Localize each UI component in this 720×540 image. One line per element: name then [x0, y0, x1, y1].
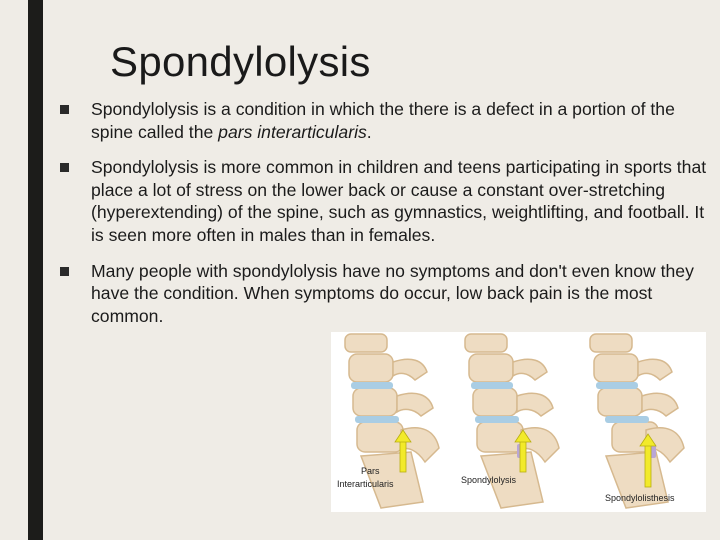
- panel-spondylolisthesis-vertebra: [594, 354, 638, 382]
- panel-spondylolysis-vertebra: [477, 422, 523, 452]
- panel-spondylolisthesis-vertebra: [598, 388, 642, 416]
- panel-spondylolisthesis-process: [642, 393, 678, 416]
- panel-normal-process: [397, 393, 433, 416]
- spine-illustration-svg: [331, 332, 706, 512]
- bullet-3-text: Many people with spondylolysis have no symptoms and don't even know they have the condition. When symptoms do occur, low back pain is the most common.: [91, 260, 694, 326]
- bullet-1-end: .: [366, 121, 372, 142]
- label-spondylolysis: Spondylolysis: [461, 475, 517, 485]
- square-bullet-icon: [60, 105, 69, 114]
- square-bullet-icon: [60, 163, 69, 172]
- arrow-icon: [645, 444, 651, 487]
- bullet-item-3: [60, 260, 710, 328]
- square-bullet-icon: [60, 267, 69, 276]
- bullet-1-text: Spondylolysis is a condition in which the there is a defect in a portion of the spine called the: [91, 99, 675, 142]
- panel-normal-disc: [351, 382, 393, 389]
- bullet-1-italic: pars interarticularis: [218, 121, 367, 142]
- panel-normal-disc: [355, 416, 399, 423]
- label-pars: Pars: [361, 466, 380, 476]
- bullet-2-text: Spondylolysis is more common in children and teens participating in sports that place a lot of stress on the lower back or cause a constant over-stretching (hyperextending) of the spine, such as gymnastics, weightlifting, and football. It is seen more often in males than in females.: [91, 157, 707, 245]
- arrow-icon: [400, 440, 406, 472]
- label-spondylolisthesis: Spondylolisthesis: [605, 493, 675, 503]
- panel-spondylolisthesis-disc: [605, 416, 649, 423]
- panel-normal-vertebra: [353, 388, 397, 416]
- panel-spondylolysis-disc: [471, 382, 513, 389]
- panel-normal-vertebra: [345, 334, 387, 352]
- panel-normal-vertebra: [357, 422, 403, 452]
- panel-spondylolysis-disc: [475, 416, 519, 423]
- panel-normal-process: [393, 359, 427, 380]
- panel-spondylolisthesis-process: [638, 359, 672, 380]
- arrow-icon: [520, 440, 526, 472]
- panel-spondylolisthesis-vertebra: [590, 334, 632, 352]
- panel-spondylolysis-process: [513, 359, 547, 380]
- panel-spondylolysis-vertebra: [465, 334, 507, 352]
- label-interarticularis: Interarticularis: [337, 479, 394, 489]
- bullet-item-2: [60, 156, 710, 246]
- left-accent-bar: [28, 0, 43, 540]
- spine-illustration: [331, 332, 706, 512]
- slide-title: Spondylolysis: [110, 38, 371, 85]
- panel-spondylolysis-process: [517, 393, 553, 416]
- bullet-list: [60, 98, 710, 340]
- panel-spondylolisthesis-disc: [596, 382, 638, 389]
- panel-spondylolysis-vertebra: [469, 354, 513, 382]
- panel-normal-vertebra: [349, 354, 393, 382]
- panel-spondylolysis-vertebra: [473, 388, 517, 416]
- bullet-item-1: [60, 98, 710, 143]
